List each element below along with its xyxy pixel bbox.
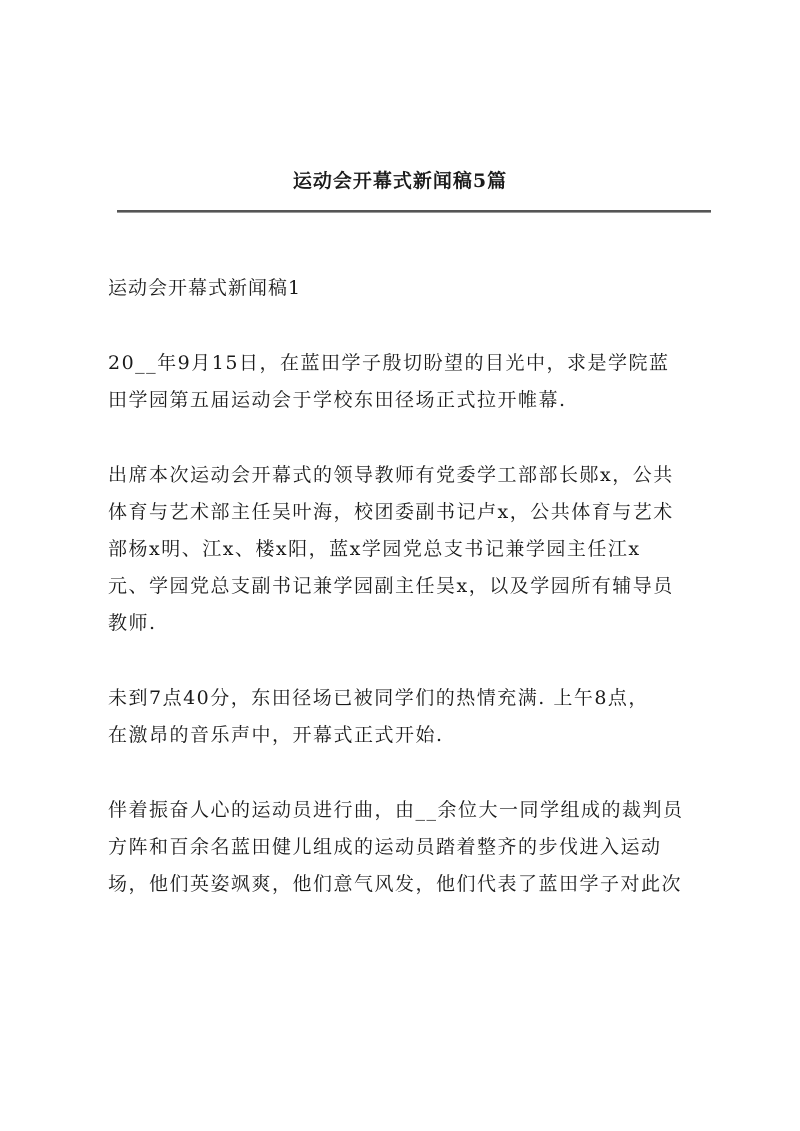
paragraph-line: 未到7点40分，东田径场已被同学们的热情充满. 上午8点， <box>108 687 649 709</box>
paragraph-line: 部杨x明、江x、楼x阳，蓝x学园党总支书记兼学园主任江x <box>108 538 641 560</box>
paragraph-line: 元、学园党总支副书记兼学园副主任吴x，以及学园所有辅导员 <box>108 575 674 597</box>
paragraph-line: 20__年9月15日，在蓝田学子殷切盼望的目光中，求是学院蓝 <box>108 352 670 374</box>
paragraph-1 <box>108 345 708 419</box>
paragraph-line: 田学园第五届运动会于学校东田径场正式拉开帷幕. <box>108 389 567 411</box>
section-heading: 运动会开幕式新闻稿1 <box>108 277 302 299</box>
paragraph-line: 伴着振奋人心的运动员进行曲，由__余位大一同学组成的裁判员 <box>108 799 684 821</box>
paragraph-line: 方阵和百余名蓝田健儿组成的运动员踏着整齐的步伐进入运动 <box>108 836 662 858</box>
paragraph-3 <box>108 680 708 754</box>
paragraph-4 <box>108 792 708 903</box>
page-title: 运动会开幕式新闻稿5篇 <box>292 170 508 192</box>
paragraph-line: 场，他们英姿飒爽，他们意气风发，他们代表了蓝田学子对此次 <box>108 873 683 895</box>
paragraph-line: 在激昂的音乐声中，开幕式正式开始. <box>108 724 444 746</box>
paragraph-line: 教师. <box>108 612 157 634</box>
document-body <box>108 270 708 941</box>
paragraph-line: 出席本次运动会开幕式的领导教师有党委学工部部长郧x，公共 <box>108 464 674 486</box>
title-divider <box>117 210 711 213</box>
paragraph-line: 体育与艺术部主任吴叶海，校团委副书记卢x，公共体育与艺术 <box>108 501 674 523</box>
paragraph-2 <box>108 457 708 642</box>
